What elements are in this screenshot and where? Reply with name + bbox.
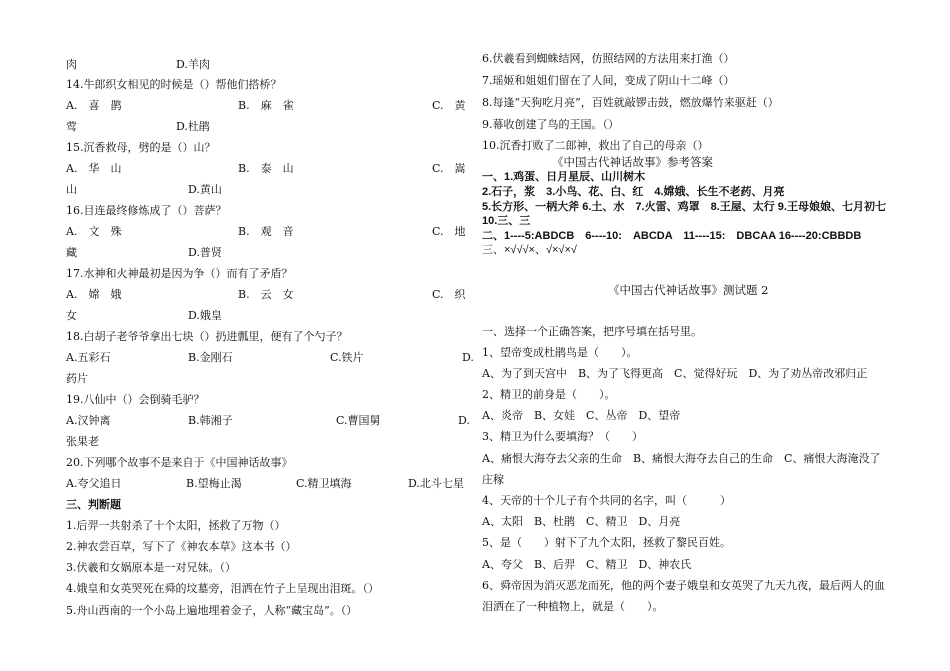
option-b: B. 观 音 bbox=[238, 225, 294, 238]
option-d: D.羊肉 bbox=[176, 58, 210, 71]
judgement-item: 3.伏羲和女娲原本是一对兄妹。（） bbox=[66, 561, 236, 574]
option-d: D.普贤 bbox=[188, 246, 222, 259]
question-3-options-cont: 庄稼 bbox=[482, 473, 504, 486]
option-c: C.铁片 bbox=[330, 351, 364, 364]
judgement-item: 1.后羿一共射杀了十个太阳，拯救了万物（） bbox=[66, 519, 286, 532]
option-d-cont: 张果老 bbox=[66, 435, 99, 448]
option-c-cont: 女 bbox=[66, 309, 77, 322]
answer-line: 二、1----5:ABDCB 6----10: ABCDA 11----15: DBCAA 16----20:CBBDB bbox=[482, 230, 862, 242]
option-d: D. bbox=[458, 414, 470, 427]
option-c-cont: 莺 bbox=[66, 120, 77, 133]
question-20: 20.下列哪个故事不是来自于《中国神话故事》 bbox=[66, 456, 293, 469]
option-c: C. 地 bbox=[432, 225, 466, 238]
question-3-options: A、痛恨大海夺去父亲的生命 B、痛恨大海夺去自己的生命 C、痛恨大海淹没了 bbox=[482, 452, 881, 465]
question-14: 14.牛郎织女相见的时候是（）帮他们搭桥？ bbox=[66, 78, 282, 91]
answer-key-title: 《中国古代神话故事》参考答案 bbox=[552, 155, 713, 169]
question-1-options: A、为了到天宫中 B、为了飞得更高 C、觉得好玩 D、为了劝丛帝改邪归正 bbox=[482, 367, 868, 380]
option-c-cont: 山 bbox=[66, 183, 77, 196]
question-2: 2、精卫的前身是（ ）。 bbox=[482, 388, 616, 401]
option-b: B. 麻 雀 bbox=[238, 99, 294, 112]
answer-line: 5.长方形、一柄大斧 6.土、水 7.火雷、鸡罩 8.王屋、太行 9.王母娘娘、七月初七 bbox=[482, 201, 886, 213]
question-4: 4、天帝的十个儿子有个共同的名字，叫（ ） bbox=[482, 494, 731, 507]
option-a: A.汉钟离 bbox=[66, 414, 111, 427]
question-5-options: A、夸父 B、后羿 C、精卫 D、神农氏 bbox=[482, 558, 692, 571]
question-17: 17.水神和火神最初是因为争（）而有了矛盾？ bbox=[66, 267, 293, 280]
judgement-item: 6.伏羲看到蜘蛛结网，仿照结网的方法用来打渔（） bbox=[482, 52, 735, 65]
option-a: A. 华 山 bbox=[66, 162, 122, 175]
text-line: 肉 bbox=[66, 58, 77, 71]
option-d: D.北斗七星 bbox=[408, 477, 464, 490]
question-15: 15.沉香救母，劈的是（）山？ bbox=[66, 141, 216, 154]
option-d: D.杜鹃 bbox=[176, 120, 210, 133]
answer-line: 一、1.鸡蛋、日月星辰、山川树木 bbox=[482, 171, 646, 183]
option-d: D. bbox=[462, 351, 474, 364]
judgement-item: 9.幕收创建了鸟的王国。（） bbox=[482, 118, 619, 131]
answer-line: 2.石子，浆 3.小鸟、花、白、红 4.嫦娥、长生不老药、月亮 bbox=[482, 186, 785, 198]
option-c-cont: 藏 bbox=[66, 246, 77, 259]
question-16: 16.目连最终修炼成了（）菩萨？ bbox=[66, 204, 227, 217]
option-b: B. 云 女 bbox=[238, 288, 294, 301]
answer-line: 10.三、三 bbox=[482, 215, 531, 227]
question-19: 19.八仙中（）会倒骑毛驴？ bbox=[66, 393, 205, 406]
option-c: C.精卫填海 bbox=[296, 477, 352, 490]
question-6-cont: 泪洒在了一种植物上，就是（ ）。 bbox=[482, 600, 664, 613]
judgement-item: 10.沉香打败了二郎神，救出了自己的母亲（） bbox=[482, 139, 709, 152]
option-a: A. 文 殊 bbox=[66, 225, 122, 238]
judgement-item: 8.每逢“天狗吃月亮”，百姓就敲锣击鼓，燃放爆竹来驱赶（） bbox=[482, 96, 779, 109]
option-b: B. 泰 山 bbox=[238, 162, 294, 175]
option-c: C. 嵩 bbox=[432, 162, 466, 175]
option-c: C. 织 bbox=[432, 288, 466, 301]
judgement-item: 5.舟山西南的一个小岛上遍地埋着金子，人称“藏宝岛”。（） bbox=[66, 604, 358, 617]
question-1: 1、望帝变成杜鹃鸟是（ ）。 bbox=[482, 346, 638, 359]
judgement-item: 7.瑶姬和姐姐们留在了人间，变成了阴山十二峰（） bbox=[482, 74, 735, 87]
option-a: A.夸父追日 bbox=[66, 477, 122, 490]
question-4-options: A、太阳 B、杜鹃 C、精卫 D、月亮 bbox=[482, 515, 681, 528]
question-3: 3、精卫为什么要填海？（ ） bbox=[482, 430, 643, 443]
question-2-options: A、炎帝 B、女娃 C、丛帝 D、望帝 bbox=[482, 409, 681, 422]
judgement-item: 4.娥皇和女英哭死在舜的坟墓旁，泪洒在竹子上呈现出泪斑。（） bbox=[66, 582, 379, 595]
test-title: 《中国古代神话故事》测试题 2 bbox=[608, 283, 769, 297]
option-c: C.曹国舅 bbox=[336, 414, 381, 427]
option-d: D.娥皇 bbox=[188, 309, 222, 322]
option-d-cont: 药片 bbox=[66, 372, 88, 385]
option-a: A. 嫦 娥 bbox=[66, 288, 122, 301]
option-a: A.五彩石 bbox=[66, 351, 111, 364]
option-b: B.金刚石 bbox=[188, 351, 233, 364]
question-6: 6、舜帝因为消灭恶龙而死，他的两个妻子娥皇和女英哭了九天九夜，最后两人的血 bbox=[482, 579, 885, 592]
option-d: D.黄山 bbox=[188, 183, 222, 196]
section-intro: 一、选择一个正确答案，把序号填在括号里。 bbox=[482, 325, 702, 338]
option-c: C. 黄 bbox=[432, 99, 466, 112]
option-b: B.望梅止渴 bbox=[186, 477, 242, 490]
option-a: A. 喜 鹊 bbox=[66, 99, 122, 112]
section-heading: 三、判断题 bbox=[66, 498, 121, 511]
question-5: 5、是（ ）射下了九个太阳，拯救了黎民百姓。 bbox=[482, 536, 731, 549]
option-b: B.韩湘子 bbox=[188, 414, 233, 427]
answer-line: 三、×√√√×、√×√×√ bbox=[482, 244, 577, 256]
judgement-item: 2.神农尝百草，写下了《神农本草》这本书（） bbox=[66, 540, 297, 553]
question-18: 18.白胡子老爷爷拿出七块（）扔进瓢里，便有了个勺子？ bbox=[66, 330, 348, 343]
